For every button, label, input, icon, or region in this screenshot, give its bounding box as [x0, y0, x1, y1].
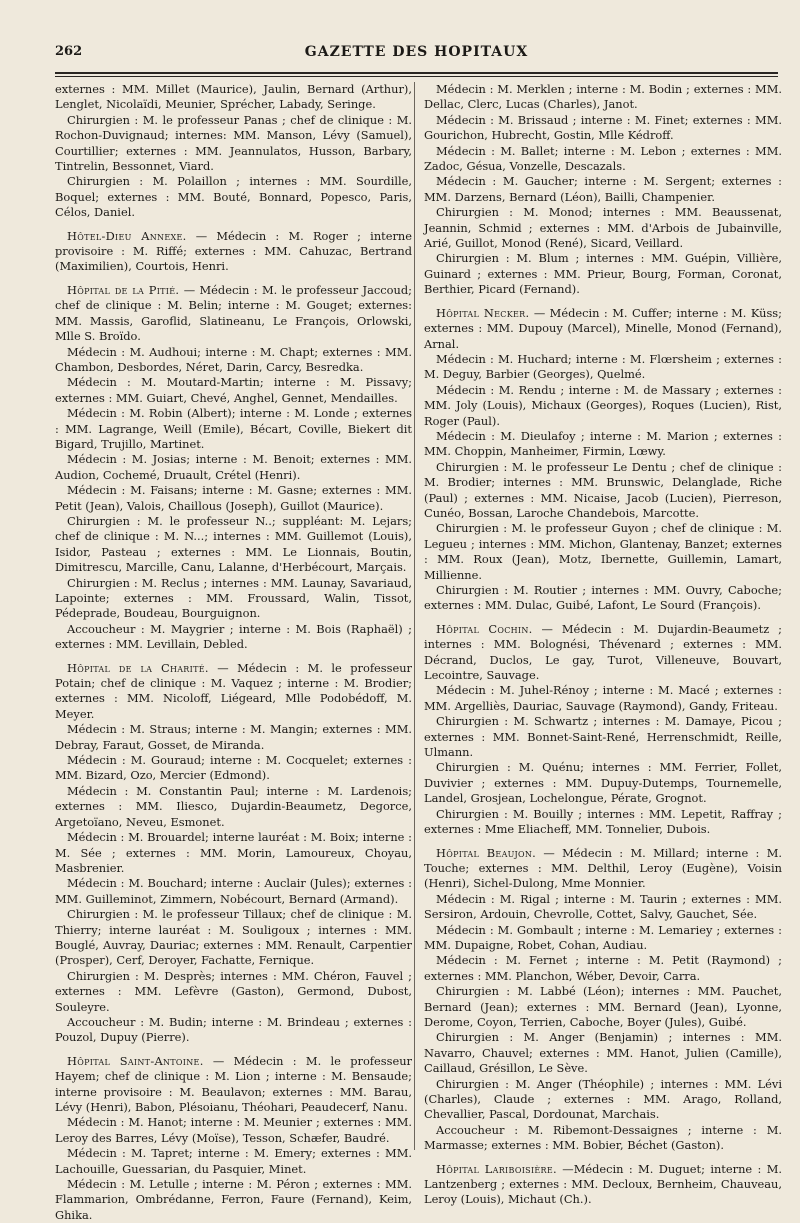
hospital-name: Hôpital Cochin.: [436, 621, 533, 636]
staff-paragraph: Médecin : M. Bouchard; interne : Auclair (Jules); externes : MM. Guilleminot, Zimmern, Nobécourt, Bernard (Armand).: [55, 876, 412, 906]
page-header: [55, 44, 778, 66]
column-divider: [414, 82, 415, 1150]
staff-paragraph: Chirurgien : M. Monod; internes : MM. Beaussenat, Jeannin, Schmid ; externes : MM. d'Arbois de Jubainville, Arié, Guillot, Monod (René), Sicard, Veillard.: [424, 205, 782, 251]
left-column: [55, 82, 412, 1223]
page-number: 262: [55, 44, 83, 59]
staff-paragraph: Chirurgien : M. Blum ; internes : MM. Guépin, Villière, Guinard ; externes : MM. Prieur, Bourg, Forman, Coronat, Berthier, Picard (Fernand).: [424, 251, 782, 297]
running-title: GAZETTE DES HOPITAUX: [304, 44, 529, 60]
staff-paragraph: Médecin : M. Letulle ; interne : M. Péron ; externes : MM. Flammarion, Ombrédanne, Ferron, Faure (Fernand), Keim, Ghika.: [55, 1177, 412, 1222]
header-rule: [55, 72, 778, 74]
staff-paragraph: Médecin : M. Gaucher; interne : M. Sergent; externes : MM. Darzens, Bernard (Léon), Bailli, Champenier.: [424, 174, 782, 204]
hospital-entry: [55, 661, 412, 723]
staff-paragraph: Médecin : M. Gombault ; interne : M. Lemariey ; externes : MM. Dupaigne, Robet, Cohan, Audiau.: [424, 922, 782, 952]
hospital-entry: [424, 1162, 782, 1208]
hospital-name: Hôpital de la Pitié.: [67, 282, 180, 297]
hospital-entry: [424, 846, 782, 892]
staff-paragraph: Chirurgien : M. le professeur Tillaux; chef de clinique : M. Thierry; interne lauréat : M. Souligoux ; internes : MM. Bouglé, Auvray, Dauriac; externes : MM. Renault, Carpentier (Prosper), Cerf, Deroyer, Fachatte, Fernique.: [55, 907, 412, 968]
staff-paragraph: Chirurgien : M. Reclus ; internes : MM. Launay, Savariaud, Lapointe; externes : MM. Froussard, Walin, Tissot, Pédeprade, Boudeau, Bourguignon.: [55, 575, 412, 621]
staff-paragraph: Médecin : M. Fernet ; interne : M. Petit (Raymond) ; externes : MM. Planchon, Wéber, Devoir, Carra.: [424, 953, 782, 983]
hospital-entry: [55, 1054, 412, 1116]
entry-text: —Médecin : M. Duguet; interne : M. Lantzenberg ; externes : MM. Decloux, Bernheim, Chauveau, Leroy (Louis), Michaut (Ch.).: [424, 1161, 782, 1207]
staff-paragraph: Chirurgien : M. le professeur Le Dentu ; chef de clinique : M. Brodier; internes : MM. Brunswic, Delanglade, Riche (Paul) ; externes : MM. Nicaise, Jacob (Lucien), Pierreson, Cunéo, Bossan, Laroche Chandebois, Marcotte.: [424, 459, 782, 520]
entry-text: — Médecin : M. Cuffer; interne : M. Küss; externes : MM. Dupouy (Marcel), Minelle, Monod (Fernand), Arnal.: [424, 305, 782, 351]
staff-paragraph: Médecin : M. Ballet; interne : M. Lebon ; externes : MM. Zadoc, Gésua, Vonzelle, Descazals.: [424, 143, 782, 174]
header-rule-thin: [55, 76, 778, 77]
hospital-name: Hôpital Lariboisière.: [436, 1161, 557, 1176]
hospital-name: Hôpital Beaujon.: [436, 845, 537, 860]
hospital-entry: [424, 306, 782, 352]
staff-paragraph: Médecin : M. Gouraud; interne : M. Cocquelet; externes : MM. Bizard, Ozo, Mercier (Edmond).: [55, 753, 412, 783]
staff-paragraph: Médecin : M. Faisans; interne : M. Gasne; externes : MM. Petit (Jean), Valois, Chaillous (Joseph), Guillot (Maurice).: [55, 483, 412, 513]
staff-paragraph: Médecin : M. Huchard; interne : M. Flœrsheim ; externes : M. Deguy, Barbier (Georges), Quelmé.: [424, 351, 782, 382]
staff-paragraph: Accoucheur : M. Ribemont-Dessaignes ; interne : M. Marmasse; externes : MM. Bobier, Béchet (Gaston).: [424, 1122, 782, 1153]
staff-paragraph: Chirurgien : M. Bouilly ; internes : MM. Lepetit, Raffray ; externes : Mme Eliacheff, MM. Tonnelier, Dubois.: [424, 806, 782, 837]
staff-paragraph: Chirurgien : M. Anger (Benjamin) ; internes : MM. Navarro, Chauvel; externes : MM. Hanot, Julien (Camille), Caillaud, Grésillon, Le Sève.: [424, 1030, 782, 1076]
hospital-entry: [55, 229, 412, 275]
hospital-entry: [55, 283, 412, 345]
staff-paragraph: Chirurgien : M. le professeur N..; suppléant: M. Lejars; chef de clinique : M. N...; internes : MM. Guillemot (Louis), Isidor, Pasteau ; externes : MM. Le Lionnais, Boutin, Dimitrescu, Marcille, Canu, Lalanne, d'Herbécourt, Marçais.: [55, 513, 412, 575]
staff-paragraph: Médecin : M. Moutard-Martin; interne : M. Pissavy; externes : MM. Guiart, Chevé, Anghel, Gennet, Mendailles.: [55, 375, 412, 405]
entry-text: — Médecin : M. Dujardin-Beaumetz ; internes : MM. Bolognési, Thévenard ; externes : MM. Décrand, Duclos, Le gay, Turot, Villeneuve, Bouvart, Lecointre, Sauvage.: [424, 621, 783, 683]
hospital-name: Hôpital Necker.: [436, 305, 530, 320]
entry-text: — Médecin : M. Roger ; interne provisoire : M. Riffé; externes : MM. Cahuzac, Bertrand (Maximilien), Courtois, Henri.: [55, 228, 412, 274]
staff-paragraph: Médecin : M. Dieulafoy ; interne : M. Marion ; externes : MM. Choppin, Manheimer, Firmin, Lœwy.: [424, 428, 782, 459]
entry-text: — Médecin : M. Millard; interne : M. Touche; externes : MM. Delthil, Leroy (Eugène), Voisin (Henri), Sichel-Dulong, Mme Monnier.: [424, 845, 782, 891]
right-column: [424, 82, 782, 1208]
entry-text: — Médecin : M. le professeur Jaccoud; chef de clinique : M. Belin; interne : M. Gouget; externes: MM. Massis, Garoflid, Slatineanu, Le François, Orlowski, Mlle S. Broïdo.: [55, 282, 412, 344]
hospital-entry: [424, 622, 782, 684]
staff-paragraph: Médecin : M. Josias; interne : M. Benoit; externes : MM. Audion, Cochemé, Druault, Crétel (Henri).: [55, 452, 412, 482]
hospital-name: Hôpital de la Charité.: [67, 660, 209, 675]
staff-paragraph: Médecin : M. Merklen ; interne : M. Bodin ; externes : MM. Dellac, Clerc, Lucas (Charles), Janot.: [424, 82, 782, 112]
staff-paragraph: Chirurgien : M. Schwartz ; internes : M. Damaye, Picou ; externes : MM. Bonnet-Saint-René, Herrenschmidt, Reille, Ulmann.: [424, 714, 782, 760]
staff-paragraph: Médecin : M. Audhoui; interne : M. Chapt; externes : MM. Chambon, Desbordes, Néret, Darin, Carcy, Besredka.: [55, 344, 412, 374]
hospital-name: Hôpital Saint-Antoine.: [67, 1053, 204, 1068]
hospital-name: Hôtel-Dieu Annexe.: [67, 228, 187, 243]
staff-paragraph: Médecin : M. Brissaud ; interne : M. Finet; externes : MM. Gourichon, Hubrecht, Gostin, Mlle Kédroff.: [424, 112, 782, 143]
staff-paragraph: Médecin : M. Juhel-Rénoy ; interne : M. Macé ; externes : MM. Argelliès, Dauriac, Sauvage (Raymond), Gandy, Friteau.: [424, 683, 782, 713]
staff-paragraph: Médecin : M. Straus; interne : M. Mangin; externes : MM. Debray, Faraut, Gosset, de Miranda.: [55, 722, 412, 752]
staff-paragraph: Médecin : M. Brouardel; interne lauréat : M. Boix; interne : M. Sée ; externes : MM. Morin, Lamoureux, Choyau, Masbrenier.: [55, 830, 412, 875]
staff-paragraph: Chirurgien : M. Labbé (Léon); internes : MM. Pauchet, Bernard (Jean); externes : MM. Bernard (Jean), Lyonne, Derome, Coyon, Terrien, Caboche, Boyer (Jules), Guibé.: [424, 984, 782, 1029]
entry-text: — Médecin : M. le professeur Hayem; chef de clinique : M. Lion ; interne : M. Bensaude; interne provisoire : M. Beaulavon; externes : MM. Barau, Lévy (Henri), Babon, Plésoianu, Théohari, Peaudecerf, Nanu.: [55, 1053, 412, 1114]
staff-paragraph: Chirurgien : M. Polaillon ; internes : MM. Sourdille, Boquel; externes : MM. Bouté, Bonnard, Popesco, Paris, Célos, Daniel.: [55, 174, 412, 220]
staff-paragraph: Chirurgien : M. Quénu; internes : MM. Ferrier, Follet, Duvivier ; externes : MM. Dupuy-Dutemps, Tournemelle, Landel, Grosjean, Lochelongue, Pérate, Grognot.: [424, 760, 782, 806]
staff-paragraph: Médecin : M. Robin (Albert); interne : M. Londe ; externes : MM. Lagrange, Weill (Emile), Bécart, Coville, Biekert dit Bigard, Trujillo, Martinet.: [55, 406, 412, 451]
staff-paragraph: Médecin : M. Tapret; interne : M. Emery; externes : MM. Lachouille, Guessarian, du Pasquier, Minet.: [55, 1146, 412, 1176]
staff-paragraph: Accoucheur : M. Budin; interne : M. Brindeau ; externes : Pouzol, Dupuy (Pierre).: [55, 1014, 412, 1045]
entry-text: — Médecin : M. le professeur Potain; chef de clinique : M. Vaquez ; interne : M. Brodier; externes : MM. Nicoloff, Liégeard, Mlle Podobédoff, M. Meyer.: [55, 660, 412, 721]
staff-paragraph: Chirurgien : M. le professeur Panas ; chef de clinique : M. Rochon-Duvignaud; internes: MM. Manson, Lévy (Samuel), Courtillier; externes : MM. Jeannulatos, Husson, Barbary, Tintrelin, Bessonnet, Viard.: [55, 112, 412, 174]
staff-paragraph: Chirurgien : M. le professeur Guyon ; chef de clinique : M. Legueu ; internes : MM. Michon, Glantenay, Banzet; externes : MM. Roux (Jean), Motz, Ibernette, Guillemin, Lamart, Millienne.: [424, 521, 782, 582]
staff-paragraph: Chirurgien : M. Desprès; internes : MM. Chéron, Fauvel ; externes : MM. Lefèvre (Gaston), Germond, Dubost, Souleyre.: [55, 968, 412, 1014]
staff-paragraph: Médecin : M. Hanot; interne : M. Meunier ; externes : MM. Leroy des Barres, Lévy (Moïse), Tesson, Schæfer, Baudré.: [55, 1115, 412, 1145]
staff-paragraph: externes : MM. Millet (Maurice), Jaulin, Bernard (Arthur), Lenglet, Nicolaïdi, Meunier, Sprécher, Labady, Seringe.: [55, 82, 412, 112]
staff-paragraph: Médecin : M. Rendu ; interne : M. de Massary ; externes : MM. Joly (Louis), Michaux (Georges), Roques (Lucien), Rist, Roger (Paul).: [424, 382, 782, 428]
staff-paragraph: Médecin : M. Constantin Paul; interne : M. Lardenois; externes : MM. Iliesco, Dujardin-Beaumetz, Degorce, Argetoïano, Neveu, Esmonet.: [55, 783, 412, 829]
staff-paragraph: Accoucheur : M. Maygrier ; interne : M. Bois (Raphaël) ; externes : MM. Levillain, Debled.: [55, 621, 412, 652]
staff-paragraph: Chirurgien : M. Routier ; internes : MM. Ouvry, Caboche; externes : MM. Dulac, Guibé, Lafont, Le Sourd (François).: [424, 583, 782, 613]
staff-paragraph: Chirurgien : M. Anger (Théophile) ; internes : MM. Lévi (Charles), Claude ; externes : MM. Arago, Rolland, Chevallier, Pascal, Dordounat, Marchais.: [424, 1076, 782, 1122]
staff-paragraph: Médecin : M. Rigal ; interne : M. Taurin ; externes : MM. Sersiron, Ardouin, Chevrolle, Cottet, Salvy, Gauchet, Sée.: [424, 891, 782, 922]
